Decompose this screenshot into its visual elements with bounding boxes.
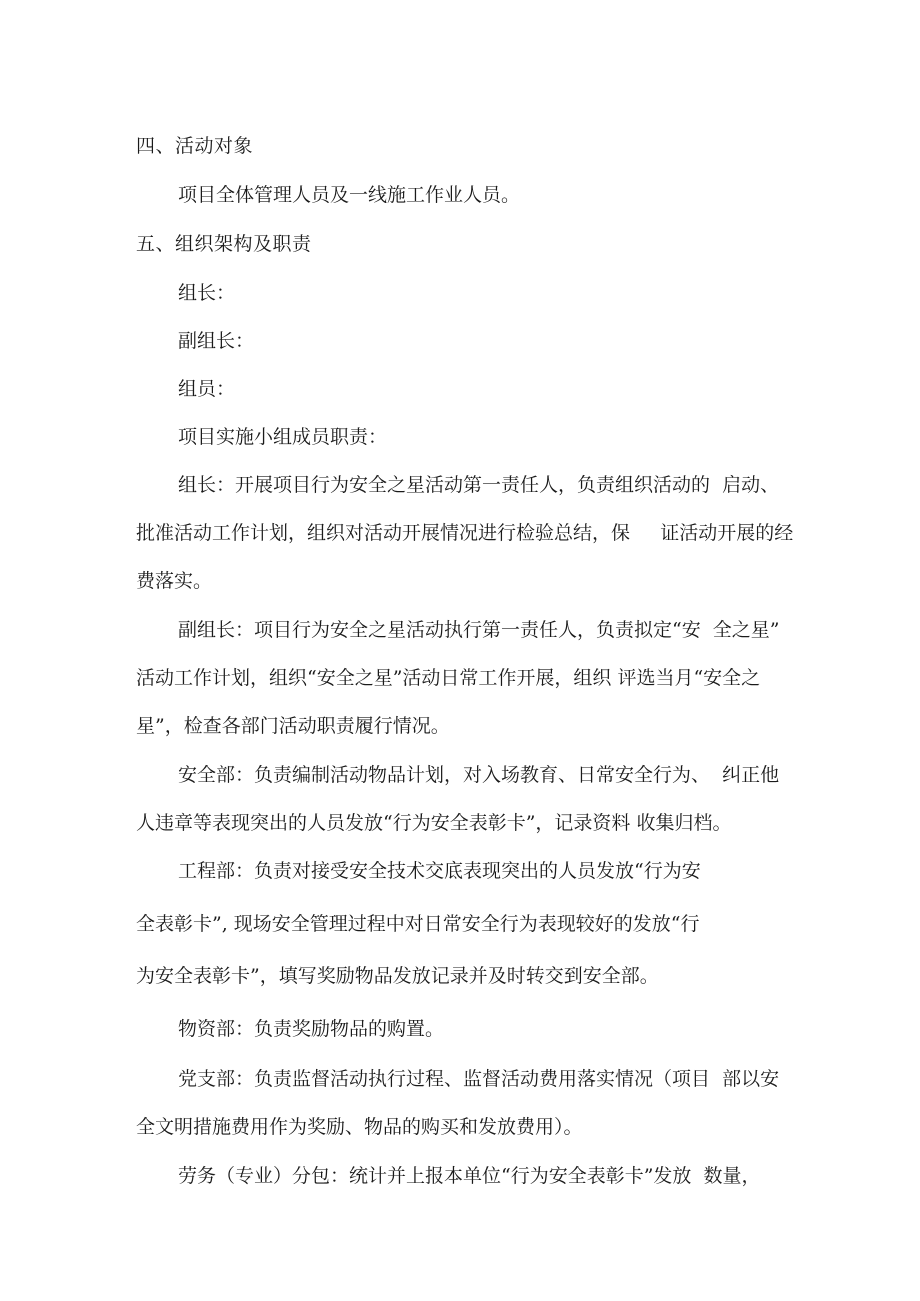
duties-heading: 项目实施小组成员职责：	[178, 426, 388, 448]
leader-label: 组长：	[178, 282, 236, 304]
member-label: 组员：	[178, 378, 236, 400]
party-branch-duty-line: 全文明措施费用作为奖励、物品的购买和发放费用）。	[136, 1116, 583, 1138]
engineering-dept-duty-line: 全表彰卡”, 现场安全管理过程中对日常安全行为表现较好的发放“行	[136, 913, 700, 935]
deputy-leader-label: 副组长：	[178, 330, 255, 352]
materials-dept-duty-line: 物资部：负责奖励物品的购置。	[178, 1018, 445, 1040]
party-branch-duty-line: 党支部：负责监督活动执行过程、监督活动费用落实情况（项目 部以安	[178, 1068, 780, 1090]
engineering-dept-duty-line: 为安全表彰卡”，填写奖励物品发放记录并及时转交到安全部。	[136, 965, 659, 987]
leader-duty-line: 批准活动工作计划，组织对活动开展情况进行检验总结，保 证活动开展的经	[136, 522, 794, 544]
safety-dept-duty-line: 安全部：负责编制活动物品计划，对入场教育、日常安全行为、 纠正他	[178, 764, 780, 786]
leader-duty-line: 费落实。	[136, 570, 213, 592]
deputy-duty-line: 活动工作计划，组织“安全之星”活动日常工作开展，组织 评选当月“安全之	[136, 667, 761, 689]
section-heading-organization: 五、组织架构及职责	[136, 233, 312, 255]
activity-target-text: 项目全体管理人员及一线施工作业人员。	[178, 184, 521, 206]
section-heading-activity-target: 四、活动对象	[136, 135, 254, 157]
engineering-dept-duty-line: 工程部：负责对接受安全技术交底表现突出的人员发放“行为安	[178, 860, 701, 882]
safety-dept-duty-line: 人违章等表现突出的人员发放“行为安全表彰卡”，记录资料 收集归档。	[136, 812, 732, 834]
leader-duty-line: 组长：开展项目行为安全之星活动第一责任人，负责组织活动的 启动、	[178, 474, 780, 496]
labor-subcontract-duty-line: 劳务（专业）分包：统计并上报本单位“行为安全表彰卡”发放 数量，	[178, 1165, 761, 1187]
deputy-duty-line: 副组长：项目行为安全之星活动执行第一责任人，负责拟定“安 全之星”	[178, 619, 780, 641]
deputy-duty-line: 星”，检查各部门活动职责履行情况。	[136, 715, 450, 737]
